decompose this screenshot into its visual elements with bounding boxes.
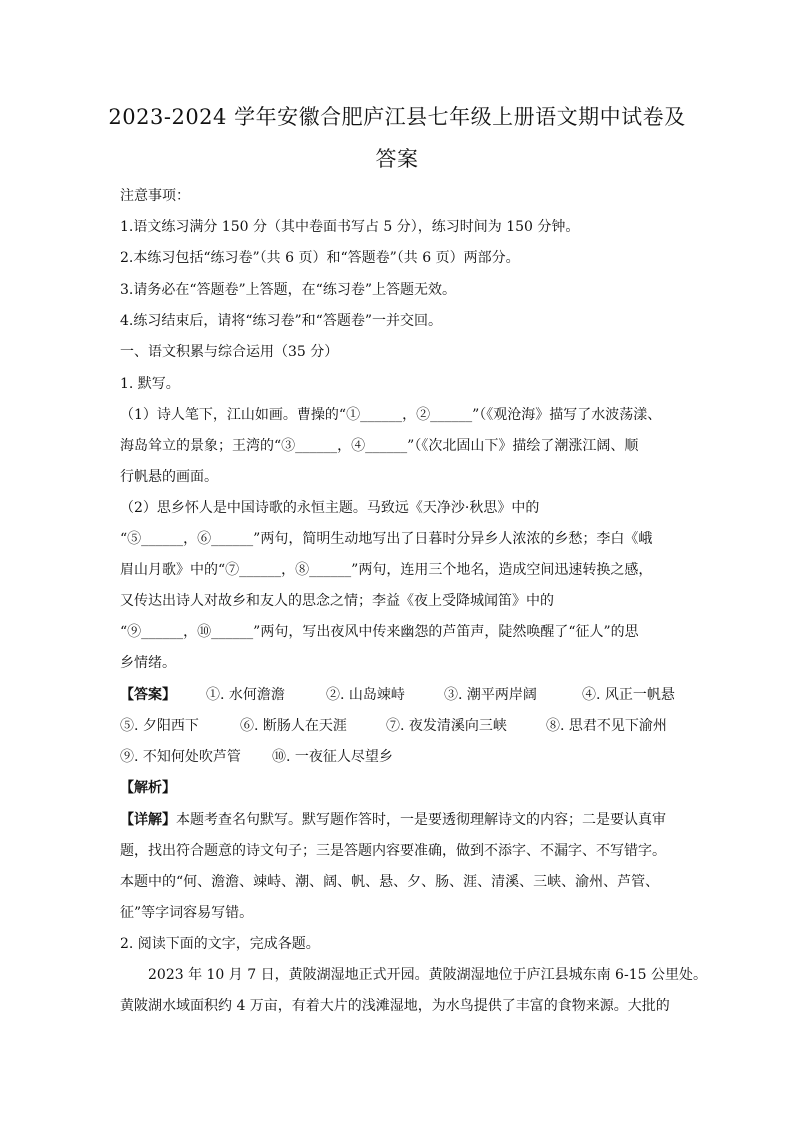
answer-label: 【答案】: [120, 687, 176, 703]
detail-text: 本题考查名句默写。默写题作答时，一是要透彻理解诗文的内容；二是要认真审: [176, 812, 666, 828]
q1-part1-line1: （1）诗人笔下，江山如画。曹操的“①______，②______”（《观沧海》描写了水波荡漾、: [120, 407, 662, 423]
note-item-1: 1.语文练习满分 150 分（其中卷面书写占 5 分），练习时间为 150 分钟。: [120, 219, 580, 235]
section1-heading: 一、语文积累与综合运用（35 分）: [120, 344, 339, 360]
answer-item: ⑤. 夕阳西下: [120, 718, 199, 734]
answer-item: ①. 水何澹澹: [206, 687, 285, 703]
q1-detail-line3: 本题中的“何、澹澹、竦峙、潮、阔、帆、悬、夕、肠、涯、清溪、三峡、渝州、芦管、: [120, 874, 660, 890]
note-item-4: 4.练习结束后，请将“练习卷”和“答题卷”一并交回。: [120, 313, 442, 329]
note-item-3: 3.请务必在“答题卷”上答题，在“练习卷”上答题无效。: [120, 282, 456, 298]
note-item-2: 2.本练习包括“练习卷”（共 6 页）和“答题卷”（共 6 页）两部分。: [120, 250, 520, 266]
detail-label: 【详解】: [120, 812, 176, 828]
answer-item: ⑨. 不知何处吹芦管: [120, 749, 241, 765]
answer-item: ⑦. 夜发清溪向三峡: [386, 718, 507, 734]
analysis-label: 【解析】: [120, 780, 176, 796]
q2-heading: 2. 阅读下面的文字，完成各题。: [120, 936, 320, 952]
q1-part1-line3: 行帆悬的画面。: [120, 469, 218, 485]
q1-part2-line3: 眉山月歌》中的“⑦______，⑧______”两句，连用三个地名，造成空间迅速转换之感，: [120, 562, 653, 578]
q1-part2-line6: 乡情绪。: [120, 655, 176, 671]
q1-part1-line2: 海岛耸立的景象；王湾的“③______，④______”（《次北固山下》描绘了潮涨江阔、顺: [120, 438, 639, 454]
q2-paragraph-line1: 2023 年 10 月 7 日，黄陂湖湿地正式开园。黄陂湖湿地位于庐江县城东南 6-15 公里处。: [148, 967, 707, 983]
answer-item: ③. 潮平两岸阔: [444, 687, 537, 703]
q1-detail-line1: [120, 811, 666, 829]
document-title-line2: 答案: [375, 147, 419, 171]
answer-item: ⑩. 一夜征人尽望乡: [272, 749, 393, 765]
answer-item: ⑥. 断肠人在天涯: [240, 718, 347, 734]
q2-paragraph-line2: 黄陂湖水域面积约 4 万亩，有着大片的浅滩湿地，为水鸟提供了丰富的食物来源。大批的: [120, 998, 670, 1014]
q1-part2-line5: “⑨______，⑩______”两句，写出夜风中传来幽怨的芦笛声，陡然唤醒了“征人”的思: [120, 624, 639, 640]
q1-detail-line2: 题，找出符合题意的诗文句子；三是答题内容要准确，做到不添字、不漏字、不写错字。: [120, 843, 666, 859]
answer-item: ②. 山岛竦峙: [326, 687, 405, 703]
answer-item: ④. 风正一帆悬: [582, 687, 675, 703]
q1-heading: 1. 默写。: [120, 376, 180, 392]
q1-part2-line2: “⑤______，⑥______”两句，简明生动地写出了日暮时分异乡人浓浓的乡愁；李白《峨: [120, 531, 653, 547]
q1-detail-line4: 征”等字词容易写错。: [120, 905, 254, 921]
q1-part2-line4: 又传达出诗人对故乡和友人的思念之情；李益《夜上受降城闻笛》中的: [120, 593, 554, 609]
document-title-line1: 2023-2024 学年安徽合肥庐江县七年级上册语文期中试卷及: [108, 105, 686, 129]
notes-heading: 注意事项：: [120, 188, 190, 204]
q1-part2-line1: （2）思乡怀人是中国诗歌的永恒主题。马致远《天净沙·秋思》中的: [120, 500, 540, 516]
answer-item: ⑧. 思君不见下渝州: [546, 718, 667, 734]
